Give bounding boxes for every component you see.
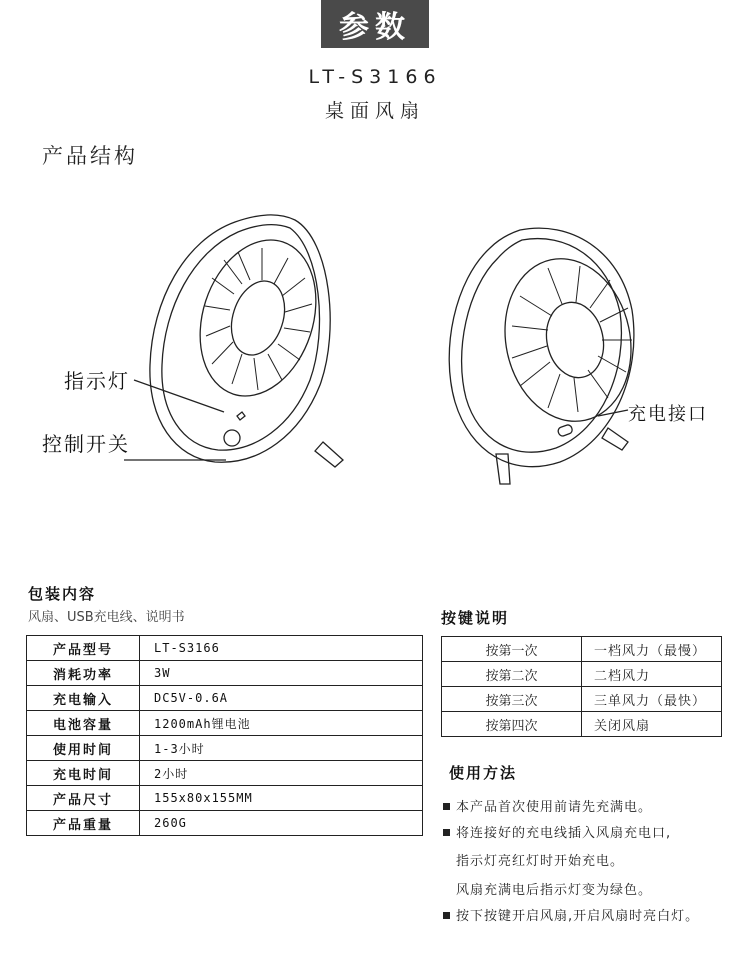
bullet-icon: [443, 829, 450, 836]
spec-label: 充电时间: [27, 761, 140, 786]
fan-front-view: [124, 215, 343, 467]
key-press: 按第一次: [442, 637, 582, 662]
usage-item: [456, 850, 624, 869]
table-row: [27, 761, 423, 786]
spec-value: DC5V-0.6A: [140, 686, 423, 711]
table-row: [27, 786, 423, 811]
usage-item: [443, 796, 652, 815]
usage-item: [443, 822, 671, 841]
package-title: 包装内容: [28, 585, 97, 603]
fan-back-view: [449, 228, 645, 484]
key-press: 按第三次: [442, 687, 582, 712]
spec-label: 产品型号: [27, 636, 140, 661]
spec-label: 充电输入: [27, 686, 140, 711]
product-name: 桌面风扇: [324, 100, 425, 122]
spec-value: 1200mAh锂电池: [140, 711, 423, 736]
table-row: [442, 662, 722, 687]
table-row: [27, 736, 423, 761]
table-row: [442, 637, 722, 662]
spec-label: 产品尺寸: [27, 786, 140, 811]
usage-title: 使用方法: [449, 764, 518, 782]
usage-text: 按下按键开启风扇,开启风扇时亮白灯。: [456, 909, 700, 924]
key-result: 三单风力（最快）: [582, 687, 722, 712]
spec-label: 电池容量: [27, 711, 140, 736]
table-row: [442, 712, 722, 737]
header-badge: 参数: [321, 0, 429, 48]
usage-text: 指示灯亮红灯时开始充电。: [456, 854, 625, 869]
usage-item: [443, 905, 699, 924]
fan-illustration: [0, 180, 750, 510]
spec-value: 2小时: [140, 761, 423, 786]
spec-label: 使用时间: [27, 736, 140, 761]
key-press: 按第四次: [442, 712, 582, 737]
spec-value: 155x80x155MM: [140, 786, 423, 811]
spec-value: 3W: [140, 661, 423, 686]
table-row: [27, 686, 423, 711]
table-row: [27, 661, 423, 686]
bullet-icon: [443, 803, 450, 810]
usage-text: 本产品首次使用前请先充满电。: [456, 800, 653, 815]
table-row: [442, 687, 722, 712]
usage-text: 将连接好的充电线插入风扇充电口,: [456, 826, 672, 841]
key-result: 二档风力: [582, 662, 722, 687]
table-row: [27, 636, 423, 661]
table-row: [27, 811, 423, 836]
usage-item: [456, 879, 652, 898]
switch-callout: 控制开关: [42, 432, 130, 456]
indicator-callout: 指示灯: [64, 369, 130, 393]
spec-table: [26, 635, 423, 836]
key-press: 按第二次: [442, 662, 582, 687]
model-number: LT-S3166: [308, 66, 442, 88]
structure-title: 产品结构: [42, 144, 138, 168]
spec-label: 消耗功率: [27, 661, 140, 686]
spec-value: 1-3小时: [140, 736, 423, 761]
usage-text: 风扇充满电后指示灯变为绿色。: [456, 883, 653, 898]
port-callout: 充电接口: [628, 404, 708, 425]
table-row: [27, 711, 423, 736]
keys-title: 按键说明: [441, 609, 510, 627]
keys-table: [441, 636, 722, 737]
spec-value: LT-S3166: [140, 636, 423, 661]
spec-label: 产品重量: [27, 811, 140, 836]
bullet-icon: [443, 912, 450, 919]
key-result: 一档风力（最慢）: [582, 637, 722, 662]
key-result: 关闭风扇: [582, 712, 722, 737]
package-content: 风扇、USB充电线、说明书: [28, 610, 185, 625]
spec-value: 260G: [140, 811, 423, 836]
